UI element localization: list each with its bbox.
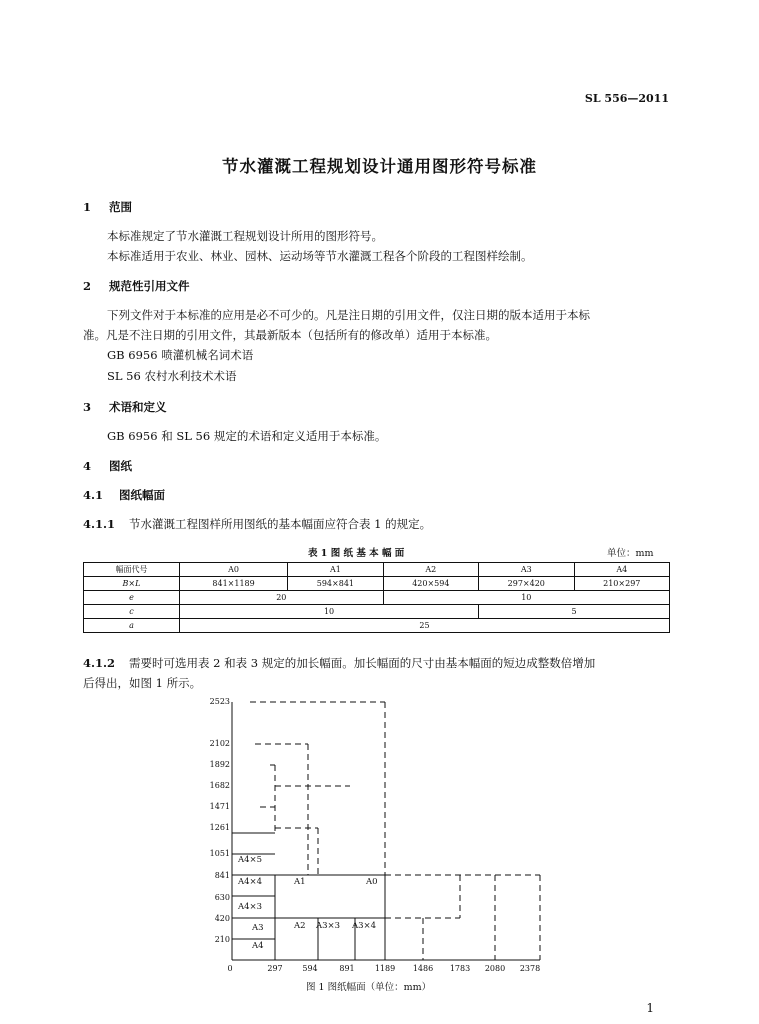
region-label: A3×4 (352, 921, 377, 931)
y-tick-label: 1682 (209, 781, 230, 790)
table-header-cell: A2 (383, 563, 478, 577)
y-tick-label: 2102 (209, 739, 230, 748)
x-tick-label: 0 (227, 964, 233, 973)
table-cell: 594×841 (288, 577, 383, 591)
section-title: 图纸幅面 (119, 488, 165, 502)
paragraph: 本标准规定了节水灌溉工程规划设计所用的图形符号。 (107, 229, 383, 243)
clause-number: 4.1.2 (83, 656, 116, 670)
table-header-cell: A1 (288, 563, 383, 577)
x-tick-label: 2378 (519, 964, 541, 973)
page-number: 1 (646, 1001, 654, 1015)
table-row (84, 591, 670, 605)
x-tick-label: 891 (339, 964, 355, 973)
paper-size-figure (190, 690, 560, 980)
section-number: 1 (83, 200, 92, 214)
section-title: 术语和定义 (109, 400, 167, 414)
section-number: 2 (83, 279, 92, 293)
section-1-heading (83, 199, 132, 215)
paragraph: 下列文件对于本标准的应用是必不可少的。凡是注日期的引用文件，仅注日期的版本适用于本标 (107, 308, 590, 322)
paragraph: 准。凡是不注日期的引用文件，其最新版本（包括所有的修改单）适用于本标准。 (83, 328, 497, 342)
section-title: 范围 (109, 200, 132, 214)
section-4-heading (83, 458, 132, 474)
region-label: A4×4 (238, 877, 263, 887)
table-header-cell: 幅面代号 (84, 563, 180, 577)
y-tick-label: 210 (214, 935, 230, 944)
y-tick-label: 420 (214, 914, 230, 923)
section-number: 3 (83, 400, 92, 414)
table-cell: 841×1189 (180, 577, 288, 591)
region-label: A3 (252, 923, 264, 933)
table-row (84, 619, 670, 633)
table-cell: a (84, 619, 180, 633)
page-title: 节水灌溉工程规划设计通用图形符号标准 (222, 157, 537, 176)
table-cell: B×L (84, 577, 180, 591)
y-tick-label: 841 (214, 871, 230, 880)
clause-4-1-2 (83, 655, 595, 671)
table-cell: 420×594 (383, 577, 478, 591)
section-2-heading (83, 278, 190, 294)
table-cell: 10 (180, 605, 479, 619)
x-tick-label: 1783 (449, 964, 471, 973)
y-tick-label: 2523 (209, 697, 230, 706)
section-title: 图纸 (109, 459, 132, 473)
clause-4-1-1 (83, 516, 431, 532)
table-cell: e (84, 591, 180, 605)
reference-item: SL 56 农村水利技术术语 (107, 369, 237, 383)
table-cell: 297×420 (479, 577, 574, 591)
table-unit: 单位：mm (607, 548, 654, 559)
region-label: A1 (294, 877, 306, 887)
y-tick-label: 630 (214, 893, 230, 902)
y-tick-label: 1892 (209, 760, 230, 769)
x-tick-label: 2080 (484, 964, 506, 973)
clause-text: 需要时可选用表 2 和表 3 规定的加长幅面。加长幅面的尺寸由基本幅面的短边成整数倍增加 (129, 656, 596, 670)
table-header-cell: A3 (479, 563, 574, 577)
clause-number: 4.1.1 (83, 517, 116, 531)
table-cell: 25 (180, 619, 670, 633)
region-label: A4×3 (238, 902, 263, 912)
paragraph: GB 6956 和 SL 56 规定的术语和定义适用于本标准。 (107, 429, 387, 443)
y-tick-label: 1261 (209, 823, 230, 832)
table-cell: 5 (479, 605, 670, 619)
table-row (84, 577, 670, 591)
paragraph: 后得出，如图 1 所示。 (83, 676, 202, 690)
section-3-heading (83, 399, 167, 415)
paragraph: 本标准适用于农业、林业、园林、运动场等节水灌溉工程各个阶段的工程图样绘制。 (107, 249, 533, 263)
document-code: SL 556—2011 (584, 92, 669, 105)
y-tick-label: 1471 (209, 802, 230, 811)
table-cell: 10 (383, 591, 669, 605)
region-label: A0 (366, 877, 378, 887)
table-cell: 20 (180, 591, 384, 605)
table-header-cell: A4 (574, 563, 669, 577)
clause-text: 节水灌溉工程图样所用图纸的基本幅面应符合表 1 的规定。 (129, 517, 432, 531)
x-tick-label: 594 (302, 964, 318, 973)
section-number: 4 (83, 459, 92, 473)
region-label: A3×3 (316, 921, 341, 931)
table-caption: 表 1 图 纸 基 本 幅 面 (308, 548, 405, 559)
figure-caption: 图 1 图纸幅面（单位：mm） (306, 982, 432, 993)
paper-size-table (83, 562, 670, 633)
section-title: 规范性引用文件 (109, 279, 190, 293)
section-number: 4.1 (83, 488, 104, 502)
x-tick-label: 1189 (374, 964, 396, 973)
table-header-cell: A0 (180, 563, 288, 577)
section-4-1-heading (83, 487, 165, 503)
reference-item: GB 6956 喷灌机械名词术语 (107, 348, 254, 362)
table-cell: c (84, 605, 180, 619)
region-label: A4×5 (238, 855, 263, 865)
region-label: A2 (294, 921, 306, 931)
x-tick-label: 1486 (412, 964, 434, 973)
region-label: A4 (252, 941, 264, 951)
table-row (84, 605, 670, 619)
x-tick-label: 297 (267, 964, 283, 973)
y-tick-label: 1051 (209, 849, 230, 858)
table-cell: 210×297 (574, 577, 669, 591)
table-header-row (84, 563, 670, 577)
